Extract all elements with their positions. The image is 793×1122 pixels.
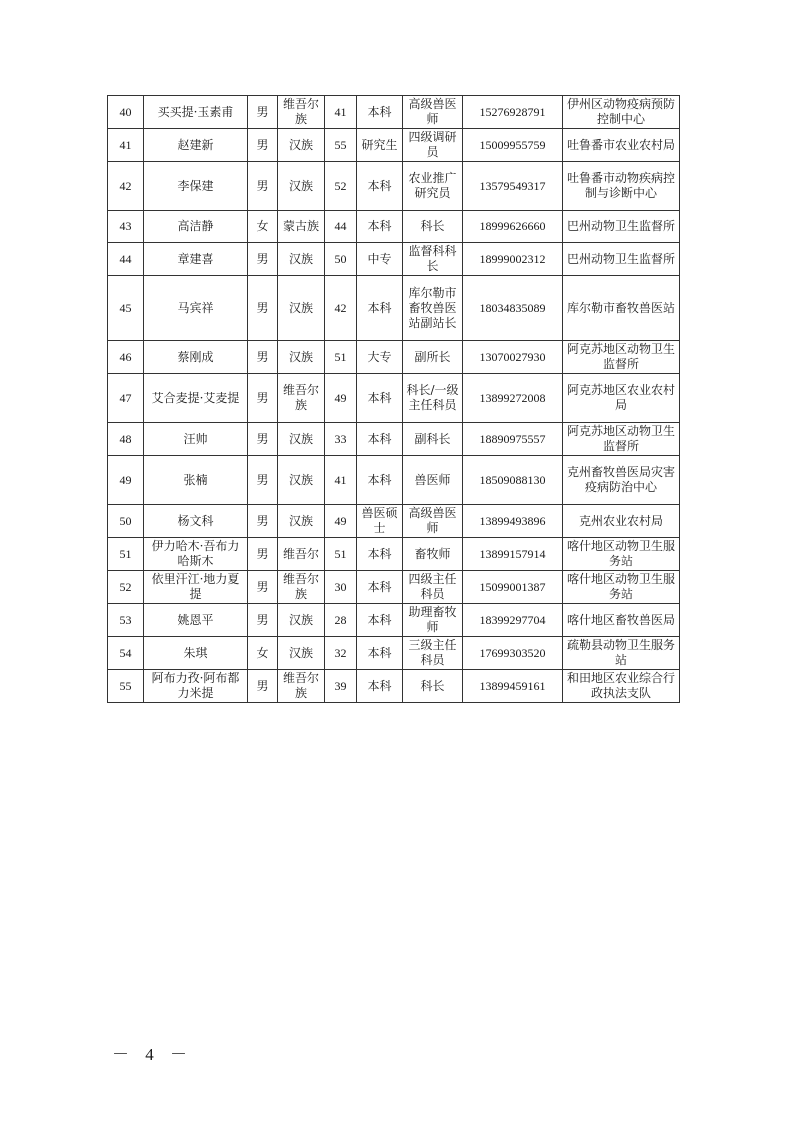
cell-ethnicity: 汉族	[278, 162, 325, 211]
cell-age: 32	[325, 637, 357, 670]
table-row	[108, 604, 680, 637]
cell-ethnicity: 维吾尔族	[278, 374, 325, 423]
cell-number: 50	[108, 505, 144, 538]
cell-education: 本科	[357, 423, 403, 456]
cell-age: 42	[325, 276, 357, 341]
table-row	[108, 276, 680, 341]
cell-number: 49	[108, 456, 144, 505]
cell-phone: 18999002312	[463, 243, 563, 276]
cell-title: 科长	[403, 211, 463, 243]
cell-gender: 女	[248, 211, 278, 243]
cell-age: 51	[325, 341, 357, 374]
cell-phone: 15276928791	[463, 96, 563, 129]
cell-education: 本科	[357, 571, 403, 604]
cell-title: 农业推广研究员	[403, 162, 463, 211]
cell-phone: 15009955759	[463, 129, 563, 162]
cell-phone: 17699303520	[463, 637, 563, 670]
cell-title: 监督科科长	[403, 243, 463, 276]
table-row	[108, 162, 680, 211]
cell-age: 49	[325, 505, 357, 538]
cell-number: 45	[108, 276, 144, 341]
cell-name: 阿布力孜·阿布都力米提	[144, 670, 248, 703]
cell-unit: 阿克苏地区农业农村局	[563, 374, 680, 423]
cell-education: 兽医硕士	[357, 505, 403, 538]
cell-ethnicity: 汉族	[278, 505, 325, 538]
cell-name: 买买提·玉素甫	[144, 96, 248, 129]
cell-ethnicity: 汉族	[278, 276, 325, 341]
cell-name: 张楠	[144, 456, 248, 505]
cell-title: 副所长	[403, 341, 463, 374]
cell-age: 51	[325, 538, 357, 571]
cell-title: 兽医师	[403, 456, 463, 505]
cell-unit: 阿克苏地区动物卫生监督所	[563, 341, 680, 374]
cell-ethnicity: 维吾尔	[278, 538, 325, 571]
table-row	[108, 243, 680, 276]
cell-name: 杨文科	[144, 505, 248, 538]
cell-education: 本科	[357, 637, 403, 670]
table-row	[108, 637, 680, 670]
cell-ethnicity: 汉族	[278, 341, 325, 374]
cell-title: 三级主任科员	[403, 637, 463, 670]
cell-gender: 男	[248, 162, 278, 211]
cell-title: 科长/一级主任科员	[403, 374, 463, 423]
cell-phone: 18034835089	[463, 276, 563, 341]
cell-title: 四级调研员	[403, 129, 463, 162]
cell-name: 汪帅	[144, 423, 248, 456]
cell-title: 畜牧师	[403, 538, 463, 571]
cell-age: 49	[325, 374, 357, 423]
cell-ethnicity: 汉族	[278, 456, 325, 505]
cell-education: 本科	[357, 670, 403, 703]
cell-phone: 18999626660	[463, 211, 563, 243]
cell-phone: 13070027930	[463, 341, 563, 374]
cell-education: 本科	[357, 211, 403, 243]
cell-gender: 男	[248, 341, 278, 374]
cell-gender: 男	[248, 96, 278, 129]
cell-gender: 男	[248, 243, 278, 276]
roster-body	[108, 96, 680, 703]
cell-number: 42	[108, 162, 144, 211]
cell-number: 54	[108, 637, 144, 670]
cell-unit: 和田地区农业综合行政执法支队	[563, 670, 680, 703]
cell-number: 51	[108, 538, 144, 571]
cell-gender: 男	[248, 571, 278, 604]
cell-education: 本科	[357, 538, 403, 571]
cell-name: 高洁静	[144, 211, 248, 243]
cell-ethnicity: 维吾尔族	[278, 96, 325, 129]
table-row	[108, 374, 680, 423]
cell-education: 本科	[357, 276, 403, 341]
cell-gender: 男	[248, 129, 278, 162]
cell-age: 39	[325, 670, 357, 703]
cell-phone: 13899459161	[463, 670, 563, 703]
table-row	[108, 96, 680, 129]
cell-title: 副科长	[403, 423, 463, 456]
cell-gender: 男	[248, 604, 278, 637]
cell-unit: 疏勒县动物卫生服务站	[563, 637, 680, 670]
cell-name: 马宾祥	[144, 276, 248, 341]
cell-education: 研究生	[357, 129, 403, 162]
cell-education: 本科	[357, 604, 403, 637]
cell-name: 赵建新	[144, 129, 248, 162]
cell-age: 41	[325, 456, 357, 505]
cell-education: 本科	[357, 456, 403, 505]
cell-number: 40	[108, 96, 144, 129]
cell-name: 姚恩平	[144, 604, 248, 637]
table-row	[108, 538, 680, 571]
cell-ethnicity: 汉族	[278, 243, 325, 276]
cell-gender: 男	[248, 670, 278, 703]
cell-age: 33	[325, 423, 357, 456]
table-row	[108, 571, 680, 604]
cell-education: 大专	[357, 341, 403, 374]
cell-title: 高级兽医师	[403, 96, 463, 129]
cell-education: 本科	[357, 374, 403, 423]
cell-phone: 13579549317	[463, 162, 563, 211]
cell-name: 艾合麦提·艾麦提	[144, 374, 248, 423]
cell-ethnicity: 汉族	[278, 637, 325, 670]
cell-ethnicity: 维吾尔族	[278, 571, 325, 604]
cell-gender: 男	[248, 456, 278, 505]
cell-age: 52	[325, 162, 357, 211]
cell-unit: 伊州区动物疫病预防控制中心	[563, 96, 680, 129]
cell-age: 50	[325, 243, 357, 276]
table-row	[108, 670, 680, 703]
cell-phone: 13899157914	[463, 538, 563, 571]
cell-ethnicity: 蒙古族	[278, 211, 325, 243]
cell-phone: 15099001387	[463, 571, 563, 604]
cell-title: 库尔勒市畜牧兽医站副站长	[403, 276, 463, 341]
cell-number: 48	[108, 423, 144, 456]
cell-number: 44	[108, 243, 144, 276]
cell-age: 44	[325, 211, 357, 243]
table-row	[108, 423, 680, 456]
cell-unit: 喀什地区动物卫生服务站	[563, 538, 680, 571]
page-number: － 4 －	[112, 1045, 193, 1064]
cell-name: 章建喜	[144, 243, 248, 276]
cell-unit: 喀什地区动物卫生服务站	[563, 571, 680, 604]
cell-age: 55	[325, 129, 357, 162]
cell-number: 43	[108, 211, 144, 243]
cell-age: 28	[325, 604, 357, 637]
cell-name: 伊力哈木·吾布力哈斯木	[144, 538, 248, 571]
cell-unit: 克州农业农村局	[563, 505, 680, 538]
cell-education: 中专	[357, 243, 403, 276]
table-row	[108, 211, 680, 243]
cell-gender: 男	[248, 505, 278, 538]
table-row	[108, 505, 680, 538]
cell-ethnicity: 维吾尔族	[278, 670, 325, 703]
cell-name: 李保建	[144, 162, 248, 211]
cell-number: 46	[108, 341, 144, 374]
cell-phone: 18890975557	[463, 423, 563, 456]
cell-title: 四级主任科员	[403, 571, 463, 604]
roster-table	[107, 95, 680, 703]
cell-age: 30	[325, 571, 357, 604]
table-row	[108, 129, 680, 162]
cell-number: 47	[108, 374, 144, 423]
cell-phone: 13899493896	[463, 505, 563, 538]
cell-name: 朱琪	[144, 637, 248, 670]
cell-gender: 男	[248, 423, 278, 456]
cell-name: 依里汗江·地力夏提	[144, 571, 248, 604]
cell-number: 53	[108, 604, 144, 637]
cell-gender: 男	[248, 276, 278, 341]
cell-ethnicity: 汉族	[278, 129, 325, 162]
cell-phone: 18399297704	[463, 604, 563, 637]
cell-unit: 吐鲁番市农业农村局	[563, 129, 680, 162]
cell-unit: 阿克苏地区动物卫生监督所	[563, 423, 680, 456]
cell-number: 52	[108, 571, 144, 604]
cell-title: 科长	[403, 670, 463, 703]
cell-age: 41	[325, 96, 357, 129]
cell-unit: 库尔勒市畜牧兽医站	[563, 276, 680, 341]
table-row	[108, 456, 680, 505]
cell-unit: 巴州动物卫生监督所	[563, 243, 680, 276]
cell-unit: 巴州动物卫生监督所	[563, 211, 680, 243]
cell-title: 高级兽医师	[403, 505, 463, 538]
cell-unit: 吐鲁番市动物疾病控制与诊断中心	[563, 162, 680, 211]
cell-ethnicity: 汉族	[278, 423, 325, 456]
cell-gender: 男	[248, 374, 278, 423]
cell-phone: 18509088130	[463, 456, 563, 505]
cell-name: 蔡刚成	[144, 341, 248, 374]
cell-number: 41	[108, 129, 144, 162]
cell-ethnicity: 汉族	[278, 604, 325, 637]
cell-number: 55	[108, 670, 144, 703]
cell-gender: 男	[248, 538, 278, 571]
cell-unit: 喀什地区畜牧兽医局	[563, 604, 680, 637]
cell-title: 助理畜牧师	[403, 604, 463, 637]
cell-education: 本科	[357, 162, 403, 211]
cell-unit: 克州畜牧兽医局灾害疫病防治中心	[563, 456, 680, 505]
table-row	[108, 341, 680, 374]
cell-gender: 女	[248, 637, 278, 670]
cell-education: 本科	[357, 96, 403, 129]
cell-phone: 13899272008	[463, 374, 563, 423]
